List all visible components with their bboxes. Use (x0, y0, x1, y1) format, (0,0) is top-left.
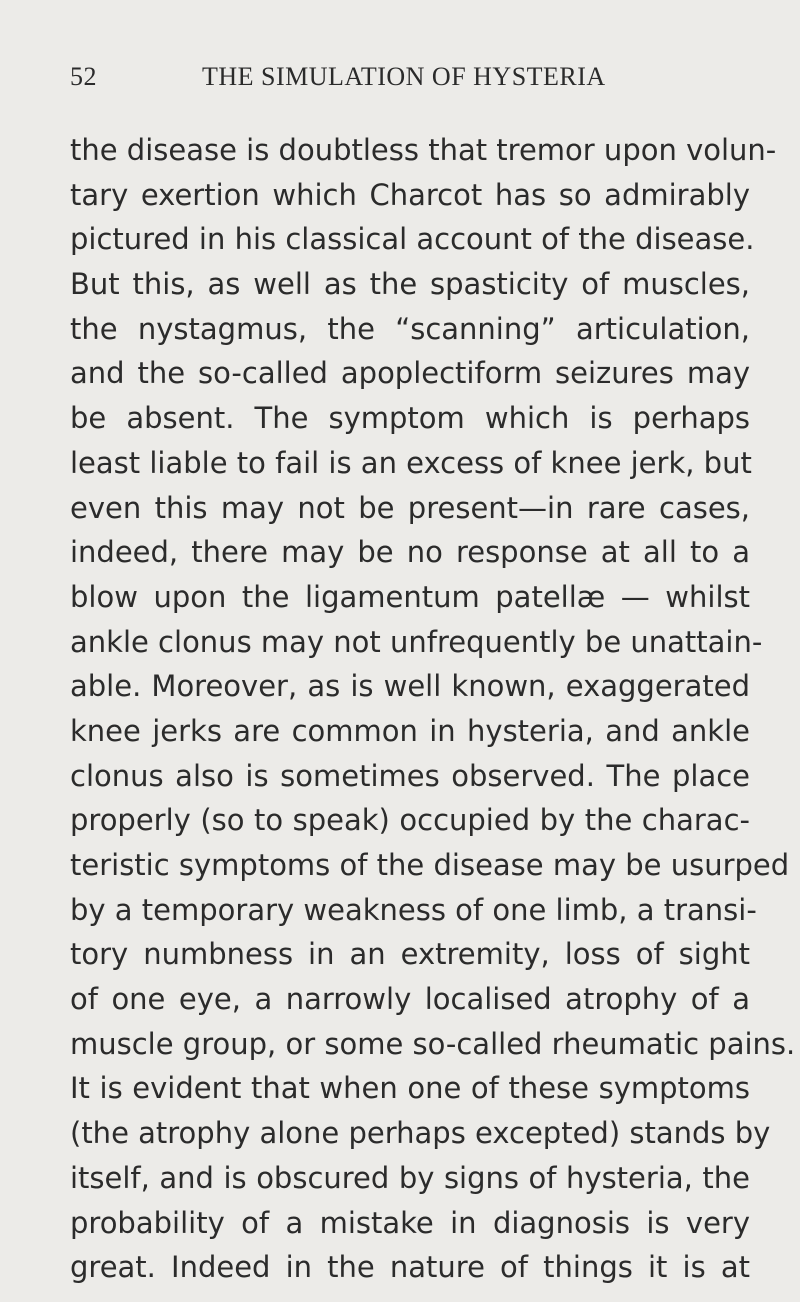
text-line: the disease is doubtless that tremor upon volun- (70, 133, 777, 167)
text-line: even this may not be present—in rare cases, (70, 490, 750, 525)
page-number: 52 (70, 62, 97, 91)
text-line: by a temporary weakness of one limb, a transi- (70, 892, 757, 927)
body-text (70, 128, 796, 1290)
text-line: (the atrophy alone perhaps excepted) stands by (70, 1116, 771, 1151)
text-line: properly (so to speak) occupied by the charac- (70, 803, 750, 838)
text-line: teristic symptoms of the disease may be usurped (70, 848, 790, 882)
text-line: and the so-called apoplectiform seizures may (70, 356, 750, 391)
text-line: blow upon the ligamentum patellæ — whilst (70, 579, 750, 614)
text-line: But this, as well as the spasticity of muscles, (70, 267, 750, 302)
text-line: It is evident that when one of these symptoms (70, 1071, 750, 1106)
text-line: great. Indeed in the nature of things it is at (70, 1250, 750, 1285)
text-line: be absent. The symptom which is perhaps (70, 401, 750, 436)
text-line: tary exertion which Charcot has so admirably (70, 177, 750, 212)
text-line: least liable to fail is an excess of knee jerk, but (70, 445, 752, 480)
text-line: pictured in his classical account of the disease. (70, 222, 755, 257)
text-line: indeed, there may be no response at all to a (70, 535, 750, 570)
text-line: probability of a mistake in diagnosis is very (70, 1205, 750, 1240)
page-header (70, 62, 750, 102)
text-line: of one eye, a narrowly localised atrophy of a (70, 982, 750, 1017)
text-line: clonus also is sometimes observed. The place (70, 758, 750, 793)
text-line: itself, and is obscured by signs of hysteria, the (70, 1160, 750, 1195)
text-line: the nystagmus, the “scanning” articulation, (70, 311, 750, 346)
text-line: ankle clonus may not unfrequently be unattain- (70, 624, 763, 659)
running-head: THE SIMULATION OF HYSTERIA (202, 62, 606, 91)
text-line: muscle group, or some so-called rheumatic pains. (70, 1026, 796, 1061)
text-line: tory numbness in an extremity, loss of sight (70, 937, 750, 972)
text-line: able. Moreover, as is well known, exaggerated (70, 669, 750, 704)
text-line: knee jerks are common in hysteria, and ankle (70, 713, 750, 748)
